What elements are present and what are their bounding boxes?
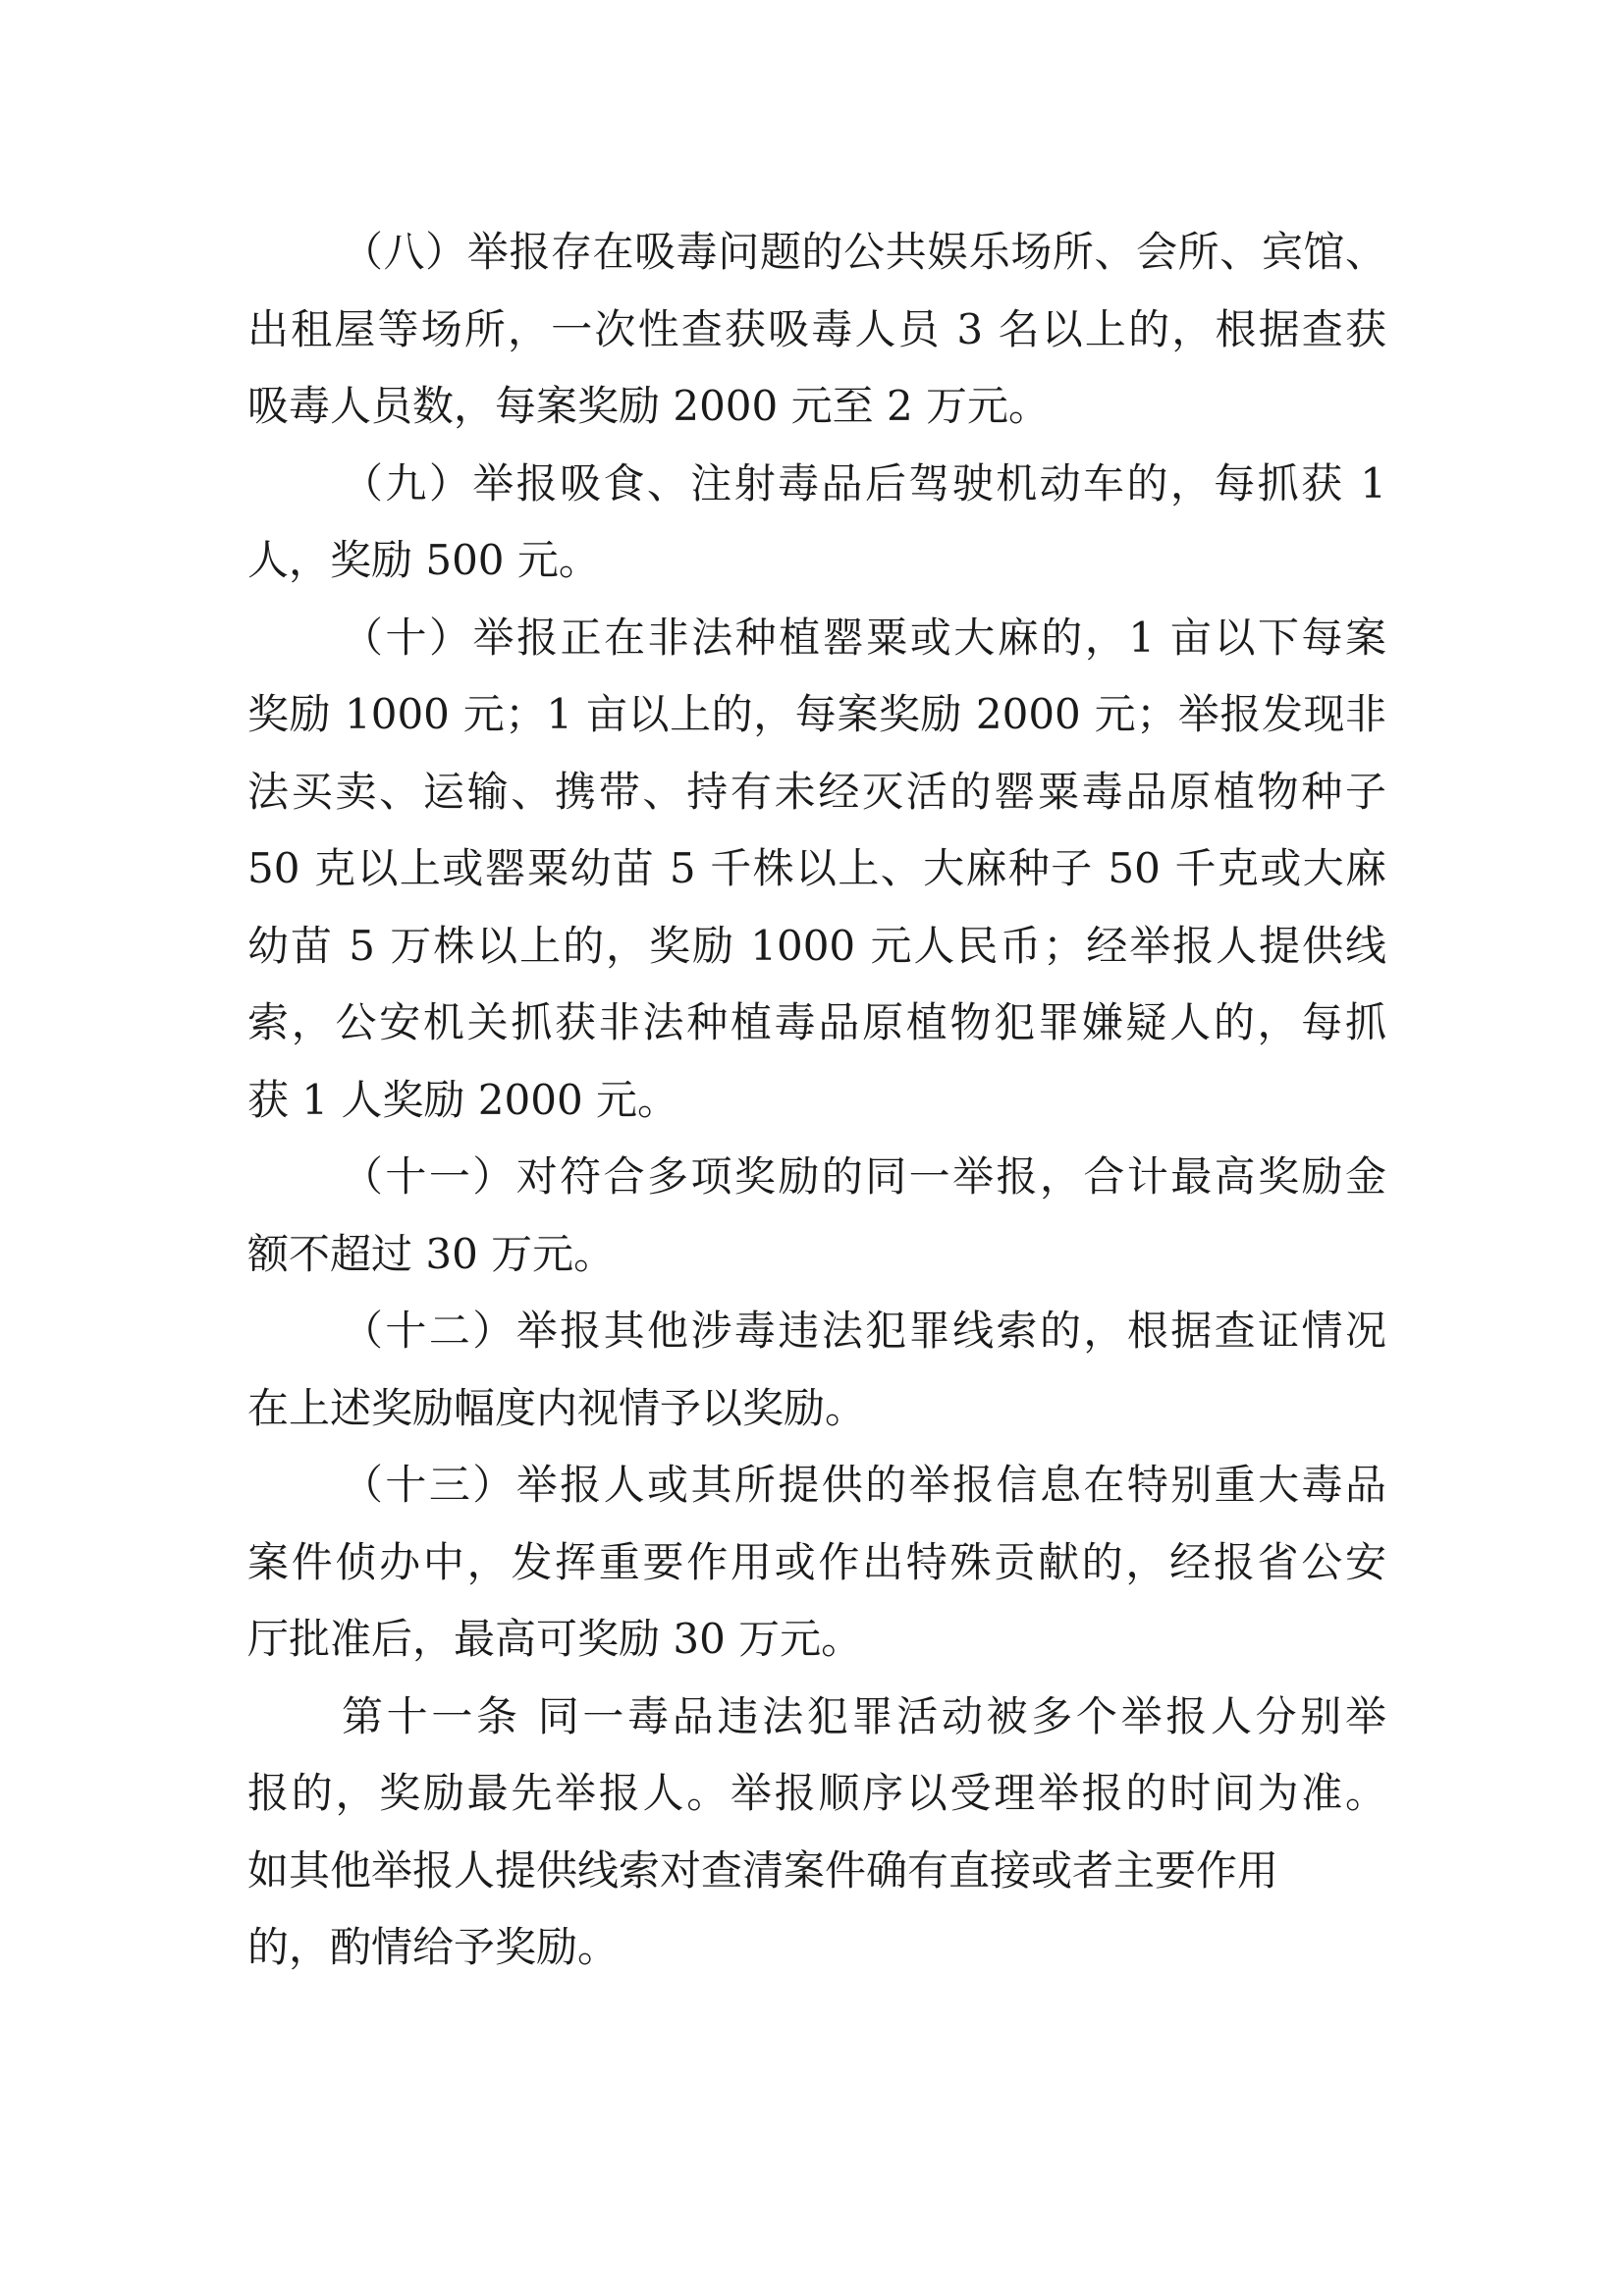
paragraph-line: 出租屋等场所，一次性查获吸毒人员 3 名以上的，根据查获: [247, 304, 1386, 353]
paragraph-line: 50 克以上或罂粟幼苗 5 千株以上、大麻种子 50 千克或大麻: [247, 844, 1386, 892]
paragraph-line: 额不超过 30 万元。: [247, 1229, 616, 1278]
paragraph-line: （八）举报存在吸毒问题的公共娱乐场所、会所、宾馆、: [342, 228, 1386, 276]
paragraph-line: 人，奖励 500 元。: [247, 536, 600, 584]
paragraph-line: 幼苗 5 万株以上的，奖励 1000 元人民币；经举报人提供线: [247, 921, 1386, 970]
paragraph-item-9: [247, 446, 1386, 600]
paragraph-item-11: [247, 1139, 1386, 1293]
paragraph-line: 获 1 人奖励 2000 元。: [247, 1075, 679, 1124]
paragraph-line: 吸毒人员数，每案奖励 2000 元至 2 万元。: [247, 382, 1051, 430]
paragraph-line: 的，酌情给予奖励。: [247, 1923, 620, 1971]
paragraph-line: （十）举报正在非法种植罂粟或大麻的，1 亩以下每案: [342, 613, 1386, 662]
paragraph-line: 索，公安机关抓获非法种植毒品原植物犯罪嫌疑人的，每抓: [247, 998, 1386, 1046]
paragraph-line: 第十一条 同一毒品违法犯罪活动被多个举报人分别举: [342, 1691, 1386, 1740]
paragraph-line: 厅批准后，最高可奖励 30 万元。: [247, 1615, 863, 1663]
paragraph-line: 报的，奖励最先举报人。举报顺序以受理举报的时间为准。: [247, 1769, 1386, 1817]
paragraph-line: 案件侦办中，发挥重要作用或作出特殊贡献的，经报省公安: [247, 1537, 1386, 1586]
paragraph-line: （十二）举报其他涉毒违法犯罪线索的，根据查证情况: [342, 1307, 1386, 1355]
paragraph-line: 奖励 1000 元；1 亩以上的，每案奖励 2000 元；举报发现非: [247, 690, 1386, 738]
paragraph-line: （十一）对符合多项奖励的同一举报，合计最高奖励金: [342, 1152, 1386, 1201]
paragraph-item-12: [247, 1293, 1386, 1447]
paragraph-line: 如其他举报人提供线索对查清案件确有直接或者主要作用: [247, 1845, 1279, 1895]
paragraph-item-10: [247, 600, 1386, 1140]
paragraph-article-11: [247, 1679, 1386, 1987]
paragraph-line: 法买卖、运输、携带、持有未经灭活的罂粟毒品原植物种子: [247, 767, 1386, 816]
document-body: [247, 214, 1386, 1987]
paragraph-item-8: [247, 214, 1386, 446]
paragraph-line: （十三）举报人或其所提供的举报信息在特别重大毒品: [342, 1461, 1386, 1509]
paragraph-line: （九）举报吸食、注射毒品后驾驶机动车的，每抓获 1: [342, 458, 1386, 507]
paragraph-item-13: [247, 1447, 1386, 1679]
paragraph-line: 在上述奖励幅度内视情予以奖励。: [247, 1383, 867, 1432]
